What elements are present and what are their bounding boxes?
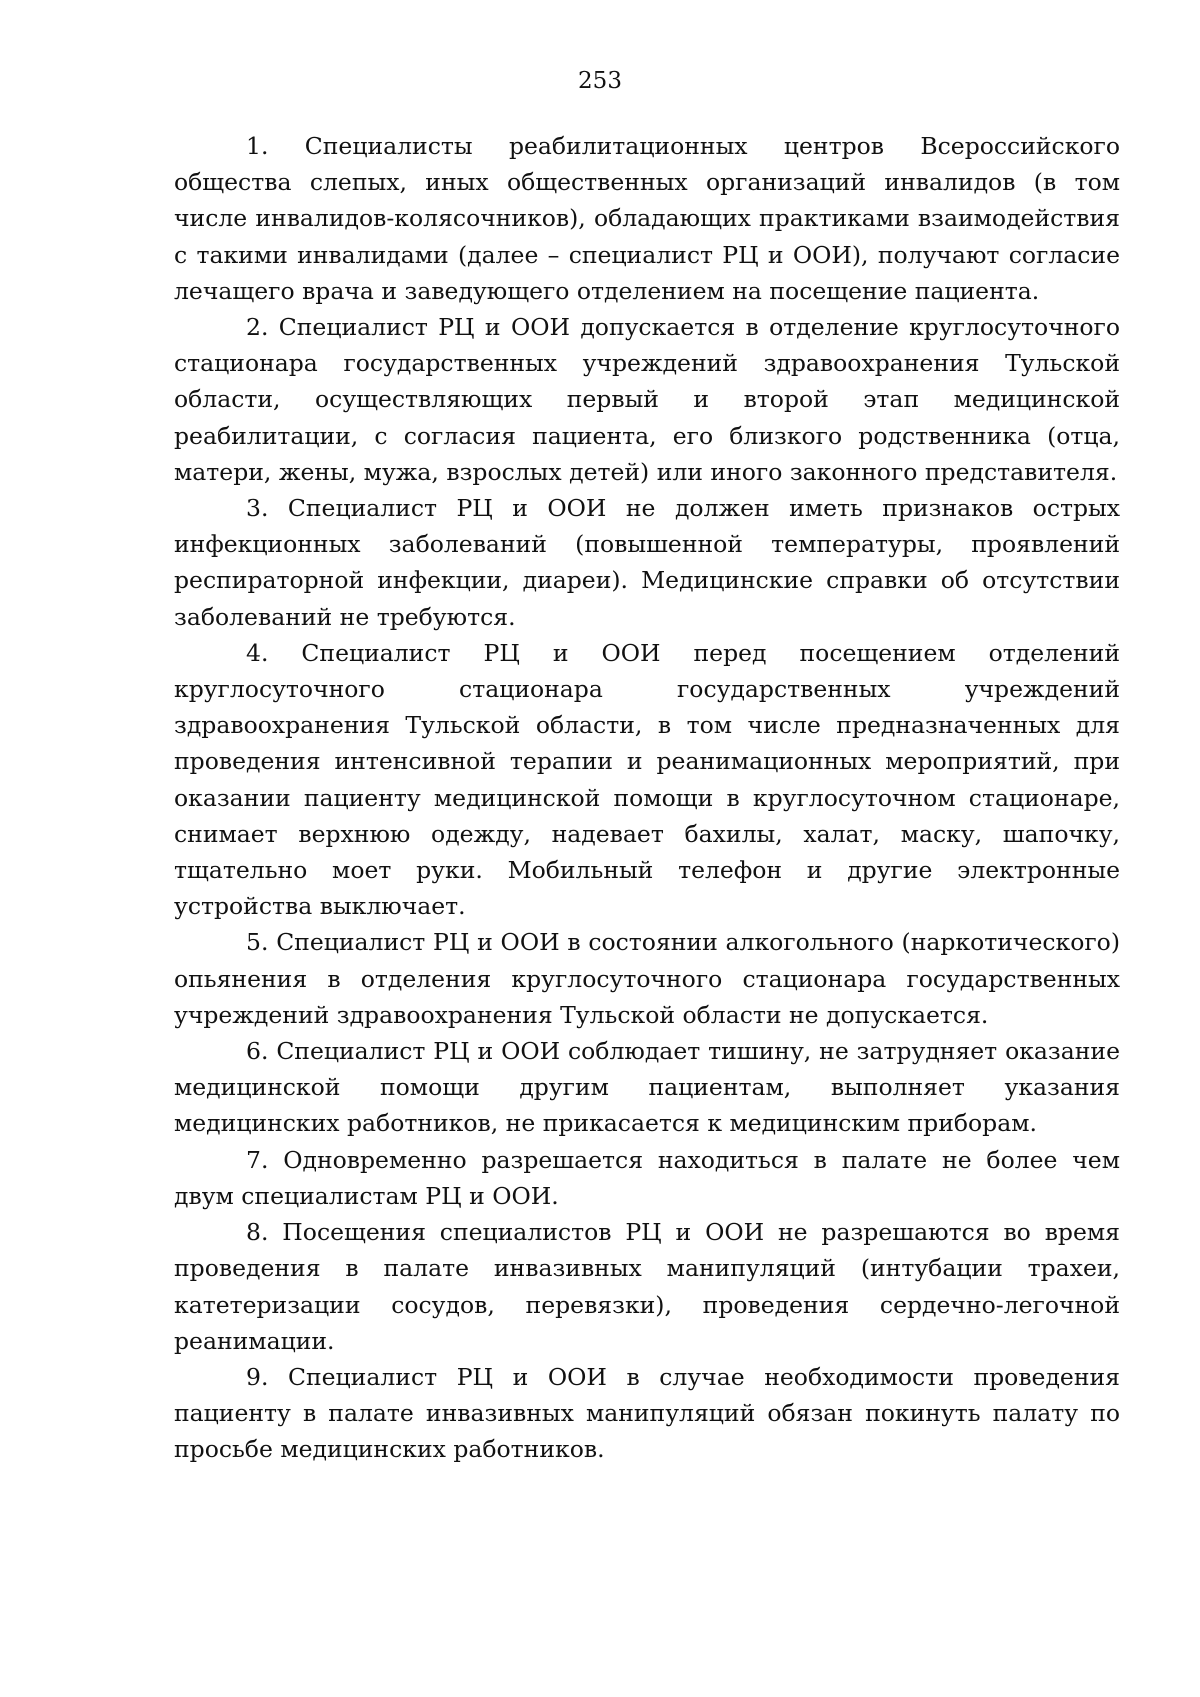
paragraph-6: 6. Специалист РЦ и ООИ соблюдает тишину, не затрудняет оказание медицинской помощи другим пациентам, выполняет указания медицинских работников, не прикасается к медицинским приборам. — [174, 1037, 1120, 1138]
paragraph-5: 5. Специалист РЦ и ООИ в состоянии алкогольного (наркотического) опьянения в отделения круглосуточного стационара государственных учреждений здравоохранения Тульской области не допускается. — [174, 928, 1120, 1029]
paragraph-8: 8. Посещения специалистов РЦ и ООИ не разрешаются во время проведения в палате инвазивных манипуляций (интубации трахеи, катетеризации сосудов, перевязки), проведения сердечно-легочной реанимации. — [174, 1218, 1120, 1355]
paragraph-7: 7. Одновременно разрешается находиться в палате не более чем двум специалистам РЦ и ООИ. — [174, 1145, 1120, 1210]
paragraph-1: 1. Специалисты реабилитационных центров Всероссийского общества слепых, иных общественных организаций инвалидов (в том числе инвалидов-колясочников), обладающих практиками взаимодействия с такими инвалидами (далее – специалист РЦ и ООИ), получают согласие лечащего врача и заведующего отделением на посещение пациента. — [174, 132, 1120, 305]
document-body — [174, 128, 1120, 1468]
paragraph-3: 3. Специалист РЦ и ООИ не должен иметь признаков острых инфекционных заболеваний (повышенной температуры, проявлений респираторной инфекции, диареи). Медицинские справки об отсутствии заболеваний не требуются. — [174, 494, 1120, 631]
paragraph-2: 2. Специалист РЦ и ООИ допускается в отделение круглосуточного стационара государственных учреждений здравоохранения Тульской области, осуществляющих первый и второй этап медицинской реабилитации, с согласия пациента, его близкого родственника (отца, матери, жены, мужа, взрослых детей) или иного законного представителя. — [174, 313, 1120, 486]
paragraph-4: 4. Специалист РЦ и ООИ перед посещением отделений круглосуточного стационара государственных учреждений здравоохранения Тульской области, в том числе предназначенных для проведения интенсивной терапии и реанимационных мероприятий, при оказании пациенту медицинской помощи в круглосуточном стационаре, снимает верхнюю одежду, надевает бахилы, халат, маску, шапочку, тщательно моет руки. Мобильный телефон и другие электронные устройства выключает. — [174, 638, 1120, 921]
page-number: 253 — [578, 68, 622, 94]
paragraph-9: 9. Специалист РЦ и ООИ в случае необходимости проведения пациенту в палате инвазивных манипуляций обязан покинуть палату по просьбе медицинских работников. — [174, 1362, 1120, 1464]
